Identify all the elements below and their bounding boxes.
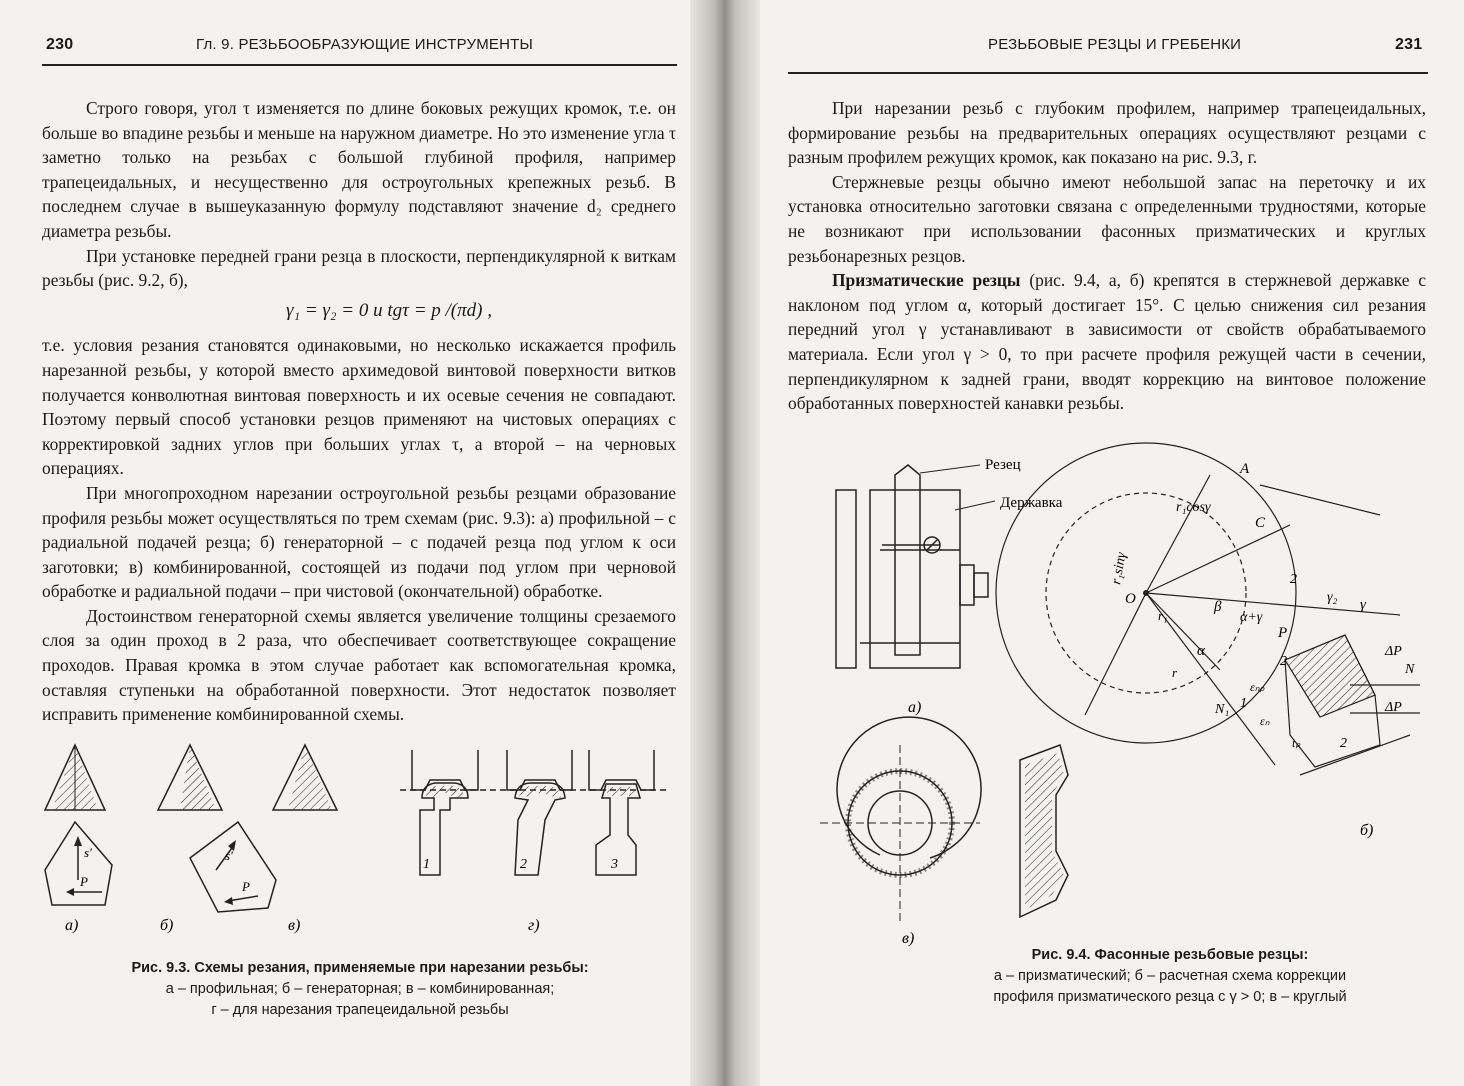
paragraph: Стержневые резцы обычно имеют небольшой запас на переточку и их установка относительно заготовки связана с определенными трудностями, которые не возникают при использовании фасонных призматических и круглых резьбонарезных резцов. [788, 171, 1426, 266]
triangle-profile-a [45, 745, 105, 810]
book-gutter [690, 0, 760, 1086]
caption-line: а – призматический; б – расчетная схема коррекции [993, 968, 1347, 984]
mark-N1: N₁ [1215, 702, 1230, 717]
correction-scheme [996, 443, 1420, 775]
paragraph: Достоинством генераторной схемы является увеличение толщины срезаемого слоя за один проход в 2 раза, что обеспечивает соответствующее сокращение проходов. Правая кромка в этом случае работает как вспомогательная кромка, оставляя ступеньки на обработанной поверхности. Этот недостаток позволяет исправить применение комбинированной схемы. [42, 605, 676, 725]
right-body-text [788, 96, 1426, 416]
trapezoid-cutters [400, 750, 666, 875]
mark-alpha-gamma: α+γ [1240, 610, 1263, 625]
term-bold: Призматические резцы [832, 270, 1021, 291]
mark-O: O [1125, 591, 1136, 607]
paragraph: т.е. условия резания становятся одинаковыми, но несколько искажается профиль нарезанной резьбы, у которой вместо архимедовой винтовой поверхности витков получается конволютная винтовая поверхность и их осевые сечения не совпадают. Поэтому первый способ установки резцов применяют на чистовых операциях с корректировкой задних углов при больших углах τ, а второй – на черновых операциях. [42, 335, 676, 479]
left-body-text [42, 96, 676, 727]
mark-p-b: P [242, 879, 250, 894]
caption-title: Рис. 9.4. Фасонные резьбовые резцы: [1031, 947, 1309, 963]
fig-label-v: в) [902, 930, 915, 947]
mark-P: P [1278, 625, 1288, 641]
paragraph: При установке передней грани резца в плоскости, перпендикулярной к виткам резьбы (рис. 9.2, б), [42, 245, 676, 291]
mark-dP-top: ΔP [1385, 644, 1402, 659]
triangle-profile-b [158, 745, 222, 810]
mark-s-b: s' [225, 848, 233, 863]
caption-line: г – для нарезания трапецеидальной резьбы [211, 1002, 509, 1018]
mark-gamma: γ [1360, 597, 1366, 613]
left-page [0, 0, 700, 1086]
figure-9-4-caption [920, 945, 1420, 1008]
mark-N: N [1405, 662, 1415, 677]
paragraph: Строго говоря, угол τ изменяется по длине боковых режущих кромок, т.е. он больше во впадине резьбы и меньше на наружном диаметре. Но это изменение угла τ заметно только на резьбах с большой глубиной профиля, например трапецеидальных, и несущественно для остроугольных крепежных резьб. В последнем случае в вышеуказанную формулу подставляют значение d₂ среднего диаметра резьбы. [42, 98, 676, 241]
caption-title: Рис. 9.3. Схемы резания, применяемые при нарезании резьбы: [131, 960, 589, 976]
leader-line [955, 501, 995, 510]
mark-s-a: s' [84, 845, 92, 860]
cutter-b [190, 822, 276, 912]
mark-eps-n: εₙ [1260, 714, 1270, 728]
mark-r1cos: r₁cosγ [1176, 500, 1211, 515]
mark-p-a: P [80, 874, 88, 889]
label-derzhavka: Державка [1000, 495, 1063, 511]
mark-2-bot: 2 [1340, 736, 1347, 751]
formula: γ₁ = γ₂ = 0 и tgτ = p /(πd) , [286, 299, 492, 321]
right-page [760, 0, 1464, 1086]
running-header-left: Гл. 9. РЕЗЬБООБРАЗУЮЩИЕ ИНСТРУМЕНТЫ [196, 36, 533, 53]
mark-beta: β [1214, 599, 1222, 615]
fig-label-v: в) [288, 917, 301, 934]
origin-point [1143, 590, 1149, 596]
mark-2-top: 2 [1290, 572, 1297, 587]
triangle-profile-v [273, 745, 337, 810]
mark-tp: tₚ [1292, 736, 1301, 750]
mark-C: C [1255, 515, 1266, 531]
figure-9-4 [820, 455, 1460, 945]
page-number-right: 231 [1395, 36, 1423, 53]
arrow-head-icon [66, 888, 74, 896]
mark-gamma2: γ₂ [1327, 590, 1338, 605]
fig-label-g: г) [528, 917, 540, 934]
force-arrow-b [228, 896, 258, 901]
fig-label-a: а) [65, 917, 79, 934]
mark-3: 3 [611, 857, 618, 872]
header-rule-right [788, 72, 1428, 74]
leader-line [920, 465, 980, 473]
paragraph: При нарезании резьб с глубоким профилем, например трапецеидальных, формирование резьбы на предварительных операциях осуществляют резцами с разным профилем режущих кромок, как показано на рис. 9.3, г. [788, 98, 1426, 168]
paragraph: При многопроходном нарезании остроугольной резьбы резцами образование профиля резьбы может осуществляться по трем схемам (рис. 9.3): а) профильной – с радиальной подачей резца; б) генераторной – с подачей резца под углом к оси заготовки; в) комбинированной, состоящей из подачи под углом при черновой обработке и радиальной подачи – при чистовой (окончательной) обработке. [42, 482, 676, 602]
mark-alpha: α [1197, 643, 1205, 659]
arrow-head-icon [74, 836, 82, 846]
round-cutter-hatch [1025, 753, 1064, 910]
page-number-left: 230 [46, 36, 74, 53]
caption-line: профиля призматического резца с γ > 0; в – круглый [993, 989, 1347, 1005]
running-header-right: РЕЗЬБОВЫЕ РЕЗЦЫ И ГРЕБЕНКИ [988, 36, 1242, 53]
mark-dP-bot: ΔP [1385, 700, 1402, 715]
caption-line: а – профильная; б – генераторная; в – комбинированная; [165, 981, 555, 997]
fig-label-b: б) [1360, 822, 1374, 839]
mark-r1sin: r₁sinγ [1109, 551, 1130, 586]
label-rezets: Резец [985, 457, 1021, 473]
paragraph [788, 268, 1426, 416]
arrow-head-icon [224, 897, 233, 905]
mark-1: 1 [1240, 696, 1247, 711]
mark-r: r [1172, 665, 1178, 680]
fig-label-b: б) [160, 917, 174, 934]
mark-2: 2 [520, 857, 527, 872]
header-rule-left [42, 64, 677, 66]
mark-A: A [1240, 461, 1250, 477]
cutter-holder-a [836, 465, 988, 668]
figure-9-3 [40, 740, 680, 940]
paragraph-rest: (рис. 9.4, а, б) крепятся в стержневой державке с наклоном под углом α, который достигает 15°. С целью снижения сил резания передний угол γ устанавливают в зависимости от свойств обрабатываемого материала. Если угол γ > 0, то при расчете профиля режущей части в сечении, перпендикулярном к задней грани, вводят коррекцию на винтовое положение обработанных поверхностей канавки резьбы. [788, 270, 1426, 414]
figure-9-3-caption [40, 958, 680, 1021]
mark-eps-up: εₙₚ [1250, 680, 1265, 694]
mark-1: 1 [423, 857, 430, 872]
fig-label-a: а) [908, 699, 922, 716]
mark-r1: r₁ [1158, 608, 1168, 623]
mark-2-mid: 2 [1280, 654, 1287, 669]
